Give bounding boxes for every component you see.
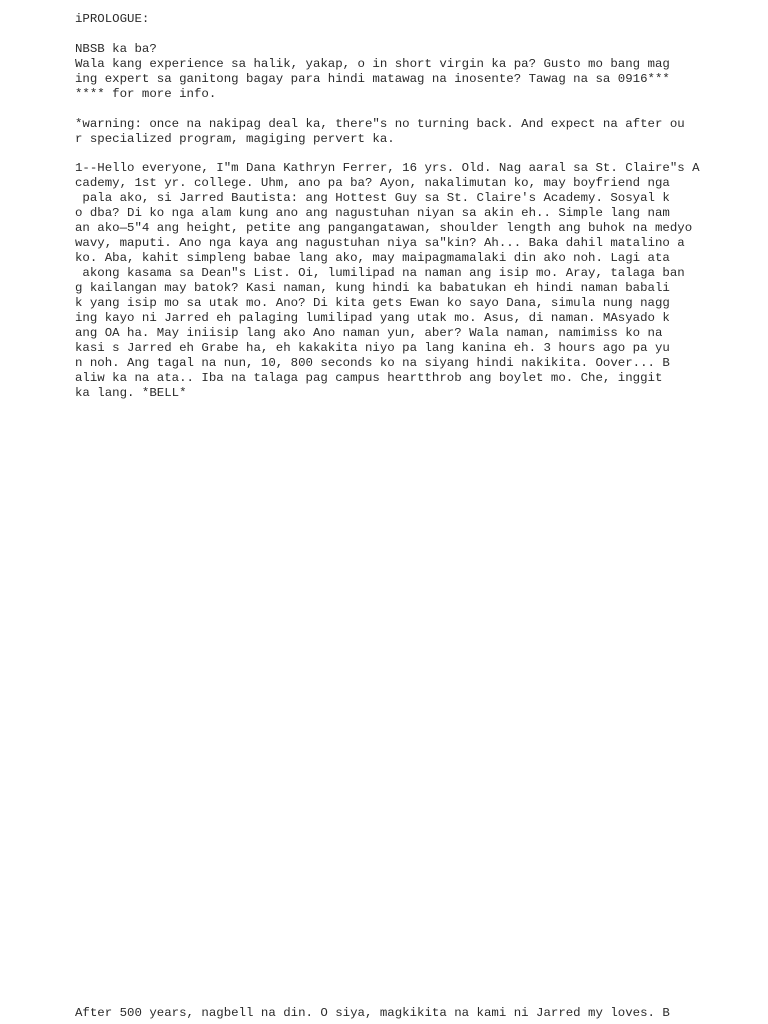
footer-line: After 500 years, nagbell na din. O siya, magkikita na kami ni Jarred my loves. B bbox=[75, 1006, 670, 1020]
chapter-line: an ako—5"4 ang height, petite ang pangangatawan, shoulder length ang buhok na medyo bbox=[75, 221, 693, 235]
chapter-line: akong kasama sa Dean"s List. Oi, lumilipad na naman ang isip mo. Aray, talaga ban bbox=[75, 266, 685, 280]
chapter-line: ko. Aba, kahit simpleng babae lang ako, may maipagmamalaki din ako noh. Lagi ata bbox=[75, 251, 670, 265]
chapter-line: aliw ka na ata.. Iba na talaga pag campus heartthrob ang boylet mo. Che, inggit bbox=[75, 371, 663, 385]
chapter-line: pala ako, si Jarred Bautista: ang Hottest Guy sa St. Claire's Academy. Sosyal k bbox=[75, 191, 670, 205]
chapter-line: kasi s Jarred eh Grabe ha, eh kakakita niyo pa lang kanina eh. 3 hours ago pa yu bbox=[75, 341, 670, 355]
warning-line: r specialized program, magiging pervert ka. bbox=[75, 132, 395, 146]
warning-line: *warning: once na nakipag deal ka, there"s no turning back. And expect na after ou bbox=[75, 117, 685, 131]
chapter-line: wavy, maputi. Ano nga kaya ang nagustuhan niya sa"kin? Ah... Baka dahil matalino a bbox=[75, 236, 685, 250]
chapter-line: cademy, 1st yr. college. Uhm, ano pa ba? Ayon, nakalimutan ko, may boyfriend nga bbox=[75, 176, 670, 190]
intro-line: NBSB ka ba? bbox=[75, 42, 157, 56]
chapter-line: g kailangan may batok? Kasi naman, kung hindi ka babatukan eh hindi naman babali bbox=[75, 281, 670, 295]
intro-line: ing expert sa ganitong bagay para hindi matawag na inosente? Tawag na sa 0916*** bbox=[75, 72, 670, 86]
prologue-heading: iPROLOGUE: bbox=[75, 12, 150, 26]
chapter-line: ka lang. *BELL* bbox=[75, 386, 187, 400]
intro-line: **** for more info. bbox=[75, 87, 217, 101]
chapter-line: ing kayo ni Jarred eh palaging lumilipad yang utak mo. Asus, di naman. MAsyado k bbox=[75, 311, 670, 325]
chapter-line: n noh. Ang tagal na nun, 10, 800 seconds ko na siyang hindi nakikita. Oover... B bbox=[75, 356, 670, 370]
chapter-line: o dba? Di ko nga alam kung ano ang nagustuhan niyan sa akin eh.. Simple lang nam bbox=[75, 206, 670, 220]
chapter-line: 1--Hello everyone, I"m Dana Kathryn Ferrer, 16 yrs. Old. Nag aaral sa St. Claire"s A bbox=[75, 161, 700, 175]
chapter-line: ang OA ha. May iniisip lang ako Ano naman yun, aber? Wala naman, namimiss ko na bbox=[75, 326, 663, 340]
intro-line: Wala kang experience sa halik, yakap, o in short virgin ka pa? Gusto mo bang mag bbox=[75, 57, 670, 71]
chapter-line: k yang isip mo sa utak mo. Ano? Di kita gets Ewan ko sayo Dana, simula nung nagg bbox=[75, 296, 670, 310]
